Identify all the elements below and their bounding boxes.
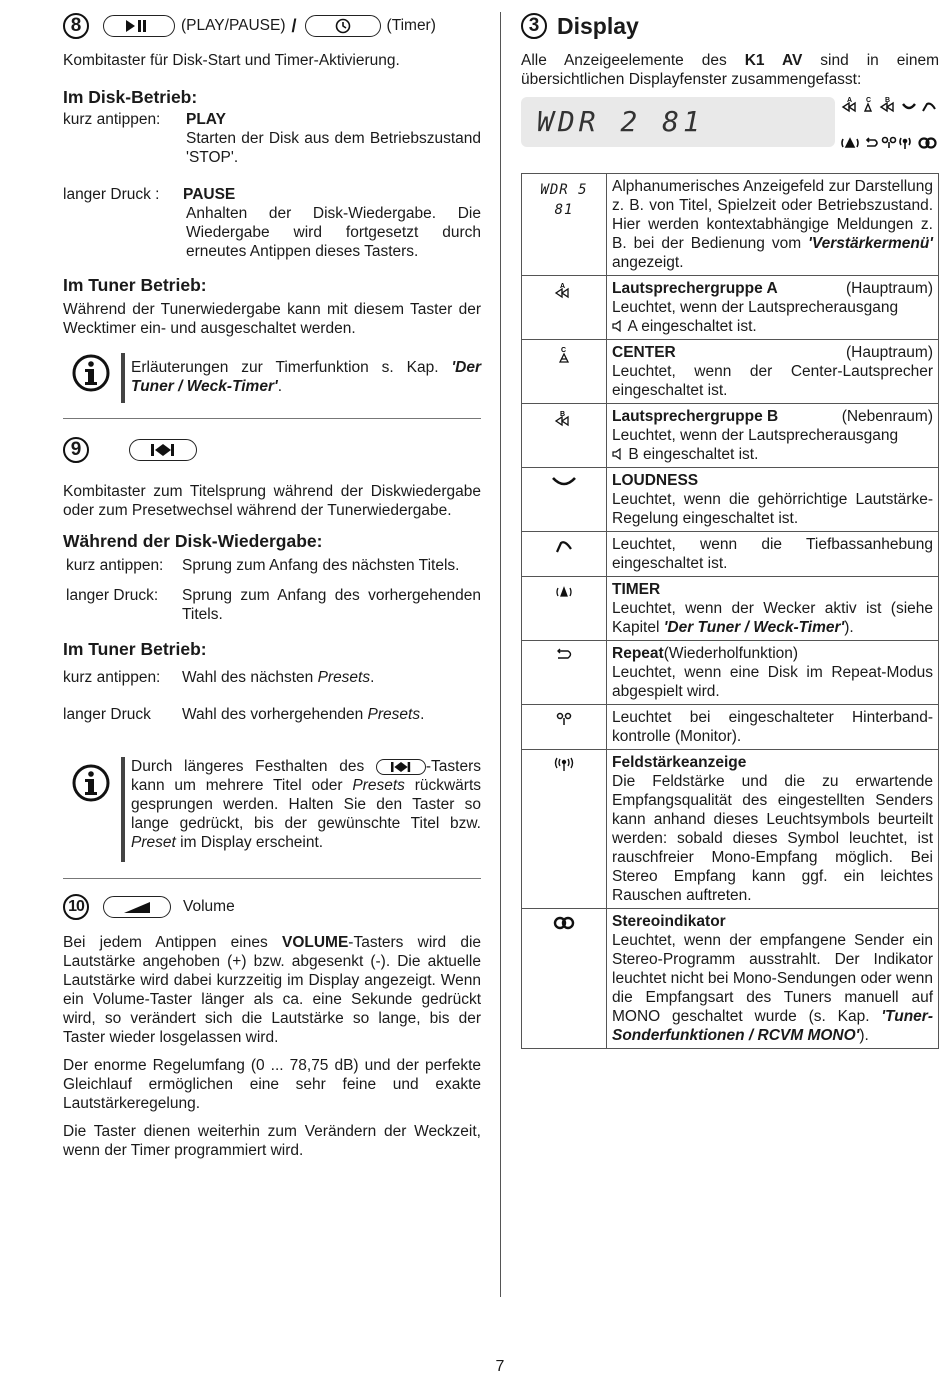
disk-mode-heading: Im Disk-Betrieb: <box>63 87 198 107</box>
section-number: 8 <box>63 13 89 39</box>
short-press-label: kurz antippen: <box>63 111 161 128</box>
section-9-header <box>63 434 481 466</box>
section-divider <box>63 878 481 879</box>
loudness-icon <box>522 468 607 532</box>
right-column <box>521 10 939 1049</box>
alphanumeric-field-icon: WDR 5 81 <box>522 174 607 276</box>
skip-short-row <box>66 556 481 575</box>
volume-paragraph-3: Die Taster dienen weiterhin zum Verändern der Weckzeit, wenn der Timer programmiert wird. <box>63 1123 481 1159</box>
indicator-description: Leuchtet, wenn die Tiefbassanhebung eingeschaltet ist. <box>607 532 939 577</box>
indicator-row <box>522 468 939 532</box>
indicator-description: Stereoindikator Leuchtet, wenn der empfangene Sender ein Stereo-Programm ausstrahlt. Der Indikator leuchtet nicht bei Mono-Sendungen oder wenn die Empfangsart des Tuners manuell auf MONO geschaltet wurde (s. Kap. 'Tuner-Sonderfunktionen / RCVM MONO'). <box>607 909 939 1049</box>
indicator-row <box>522 909 939 1049</box>
antenna-icon <box>522 750 607 909</box>
skip-back-key-icon <box>376 759 426 775</box>
tuner-text: Während der Tunerwiedergabe kann mit diesem Taster der Wecktimer ein- und ausgeschaltet werden. <box>63 301 481 337</box>
svg-text:C: C <box>561 347 567 354</box>
indicator-description: Feldstärkeanzeige Die Feldstärke und die zu erwartende Empfangsqualität des eingestellten Senders kann anhand dieses Leuchtsymbols beurteilt werden: sobald dieses Symbol leuchtet, ist rauschfreier Mono-Empfang möglich. Bei Stereo Empfang kann ggf. ein leichtes Rauschen auftreten. <box>607 750 939 909</box>
long-press-label: langer Druck: <box>66 587 159 604</box>
play-pause-key-icon <box>103 15 175 37</box>
svg-text:C: C <box>866 97 872 104</box>
svg-text:B: B <box>885 97 891 104</box>
preset-long-text: Wahl des vorhergehenden Presets. <box>182 706 425 723</box>
section-number: 10 <box>63 894 89 920</box>
play-text: Starten der Disk aus dem Betriebszustand 'STOP'. <box>186 130 481 166</box>
repeat-icon <box>522 641 607 705</box>
indicator-row <box>522 577 939 641</box>
section-10-header <box>63 891 481 923</box>
preset-short-text: Wahl des nächsten Presets. <box>182 669 375 686</box>
display-title: Display <box>557 12 639 39</box>
page-number: 7 <box>495 1358 505 1375</box>
info-note-skip <box>63 757 481 862</box>
volume-key-icon <box>103 896 171 918</box>
tuner-mode-heading: Im Tuner Betrieb: <box>63 639 207 659</box>
skip-long-text: Sprung zum Anfang des vorhergehenden Titels. <box>182 587 481 623</box>
indicator-row <box>522 641 939 705</box>
speaker-a-icon <box>522 276 607 340</box>
volume-label: Volume <box>183 898 235 915</box>
indicator-description: Leuchtet bei eingeschalteter Hinterbandkontrolle (Monitor). <box>607 705 939 750</box>
note-bar <box>121 757 125 862</box>
indicator-row <box>522 404 939 468</box>
svg-text:B: B <box>560 411 566 418</box>
display-intro: Alle Anzeigeelemente des K1 AV sind in einem übersichtlichen Displayfenster zusammengefasst: <box>521 52 939 88</box>
info-icon <box>71 763 111 803</box>
indicator-row <box>522 532 939 577</box>
timer-icon <box>522 577 607 641</box>
indicator-description: LOUDNESS Leuchtet, wenn die gehörrichtige Lautstärke-Regelung eingeschaltet ist. <box>607 468 939 532</box>
pause-title: PAUSE <box>183 186 236 203</box>
indicator-description: Lautsprechergruppe A (Hauptraum) Leuchtet, wenn der Lautsprecherausgang A eingeschaltet ist. <box>607 276 939 340</box>
skip-long-row <box>66 586 481 624</box>
play-title: PLAY <box>186 111 226 128</box>
timer-label: (Timer) <box>386 17 436 34</box>
section-8-description: Kombitaster für Disk-Start und Timer-Aktivierung. <box>63 52 400 69</box>
skip-short-text: Sprung zum Anfang des nächsten Titels. <box>182 557 460 574</box>
slash: / <box>291 15 297 36</box>
section-number: 3 <box>521 13 547 39</box>
tape-icon <box>522 705 607 750</box>
volume-paragraph-1: Bei jedem Antippen eines VOLUME-Tasters wird die Lautstärke angehoben (+) bzw. abgesenkt (-). Die aktuelle Lautstärke wird dabei kurzzeitig im Display angezeigt. Wenn ein Volume-Taster länger als ca. eine Sekunde gedrückt wird, so verändert sich die Lautstärke so lange, bis der Taster wieder losgelassen wird. <box>63 934 482 1046</box>
display-indicator-table <box>521 173 939 1049</box>
indicator-row <box>522 276 939 340</box>
preset-long-row <box>63 705 481 724</box>
note-bar <box>121 353 125 403</box>
speaker-c-icon <box>522 340 607 404</box>
speaker-b-icon <box>522 404 607 468</box>
lcd-indicator-icons-bottom <box>841 133 941 153</box>
section-divider <box>63 418 481 419</box>
short-press-row <box>63 110 481 129</box>
svg-text:A: A <box>560 283 566 290</box>
indicator-row <box>522 750 939 909</box>
stereo-icon <box>522 909 607 1049</box>
tuner-mode-heading: Im Tuner Betrieb: <box>63 275 207 295</box>
indicator-description: Lautsprechergruppe B (Nebenraum) Leuchtet, wenn der Lautsprecherausgang B eingeschaltet ist. <box>607 404 939 468</box>
lcd-text: WDR 2 81 <box>537 105 704 138</box>
indicator-description: Alphanumerisches Anzeigefeld zur Darstellung z. B. von Titel, Spielzeit oder Betriebszustand. Hier werden kontextabhängige Meldungen z. B. bei der Bedienung vom 'Verstärkermenü' angezeigt. <box>607 174 939 276</box>
indicator-description: Repeat (Wiederholfunktion) Leuchtet, wenn eine Disk im Repeat-Modus abgespielt wird. <box>607 641 939 705</box>
lcd-panel <box>521 97 835 147</box>
timer-key-icon <box>305 15 381 37</box>
long-press-row <box>63 185 481 204</box>
lcd-indicator-icons-top <box>841 97 941 117</box>
note-text: Erläuterungen zur Timerfunktion s. Kap. 'Der Tuner / Weck-Timer'. <box>131 359 481 395</box>
info-icon <box>71 353 111 393</box>
section-number: 9 <box>63 437 89 463</box>
column-divider <box>500 12 501 1297</box>
pause-text: Anhalten der Disk-Wiedergabe. Die Wiedergabe wird fortgesetzt durch erneutes Antippen dieses Tasters. <box>186 205 481 260</box>
section-9-description: Kombitaster zum Titelsprung während der Diskwiedergabe oder zum Presetwechsel während der Tunerwiedergabe. <box>63 483 481 519</box>
note-text: Durch längeres Festhalten des -Tasters kann um mehrere Titel oder Presets rückwärts gesprungen werden. Halten Sie den Taster so lange gedrückt, bis der gewünschte Titel bzw. Preset im Display erscheint. <box>131 758 482 851</box>
short-press-label: kurz antippen: <box>66 557 164 574</box>
volume-paragraph-2: Der enorme Regelumfang (0 ... 78,75 dB) und der perfekte Gleichlauf ermöglichen eine sehr feine und exakte Lautstärkeregelung. <box>63 1057 481 1112</box>
long-press-label: langer Druck : <box>63 186 160 203</box>
display-section-header <box>521 10 939 42</box>
play-pause-label: (PLAY/PAUSE) <box>181 17 286 34</box>
skip-key-icon <box>129 439 197 461</box>
indicator-row <box>522 705 939 750</box>
preset-short-row <box>63 668 481 687</box>
svg-text:A: A <box>847 97 853 104</box>
bass-icon <box>522 532 607 577</box>
section-8-header <box>63 10 481 42</box>
indicator-row <box>522 340 939 404</box>
info-note-timer <box>63 353 481 403</box>
short-press-label: kurz antippen: <box>63 669 161 686</box>
left-column <box>63 10 481 1160</box>
indicator-description: TIMER Leuchtet, wenn der Wecker aktiv ist (siehe Kapitel 'Der Tuner / Weck-Timer'). <box>607 577 939 641</box>
indicator-description: CENTER (Hauptraum) Leuchtet, wenn der Center-Lautsprecher eingeschaltet ist. <box>607 340 939 404</box>
long-press-label: langer Druck <box>63 706 151 723</box>
display-window-illustration <box>521 89 939 173</box>
indicator-row <box>522 174 939 276</box>
disk-playback-heading: Während der Disk-Wiedergabe: <box>63 531 323 551</box>
